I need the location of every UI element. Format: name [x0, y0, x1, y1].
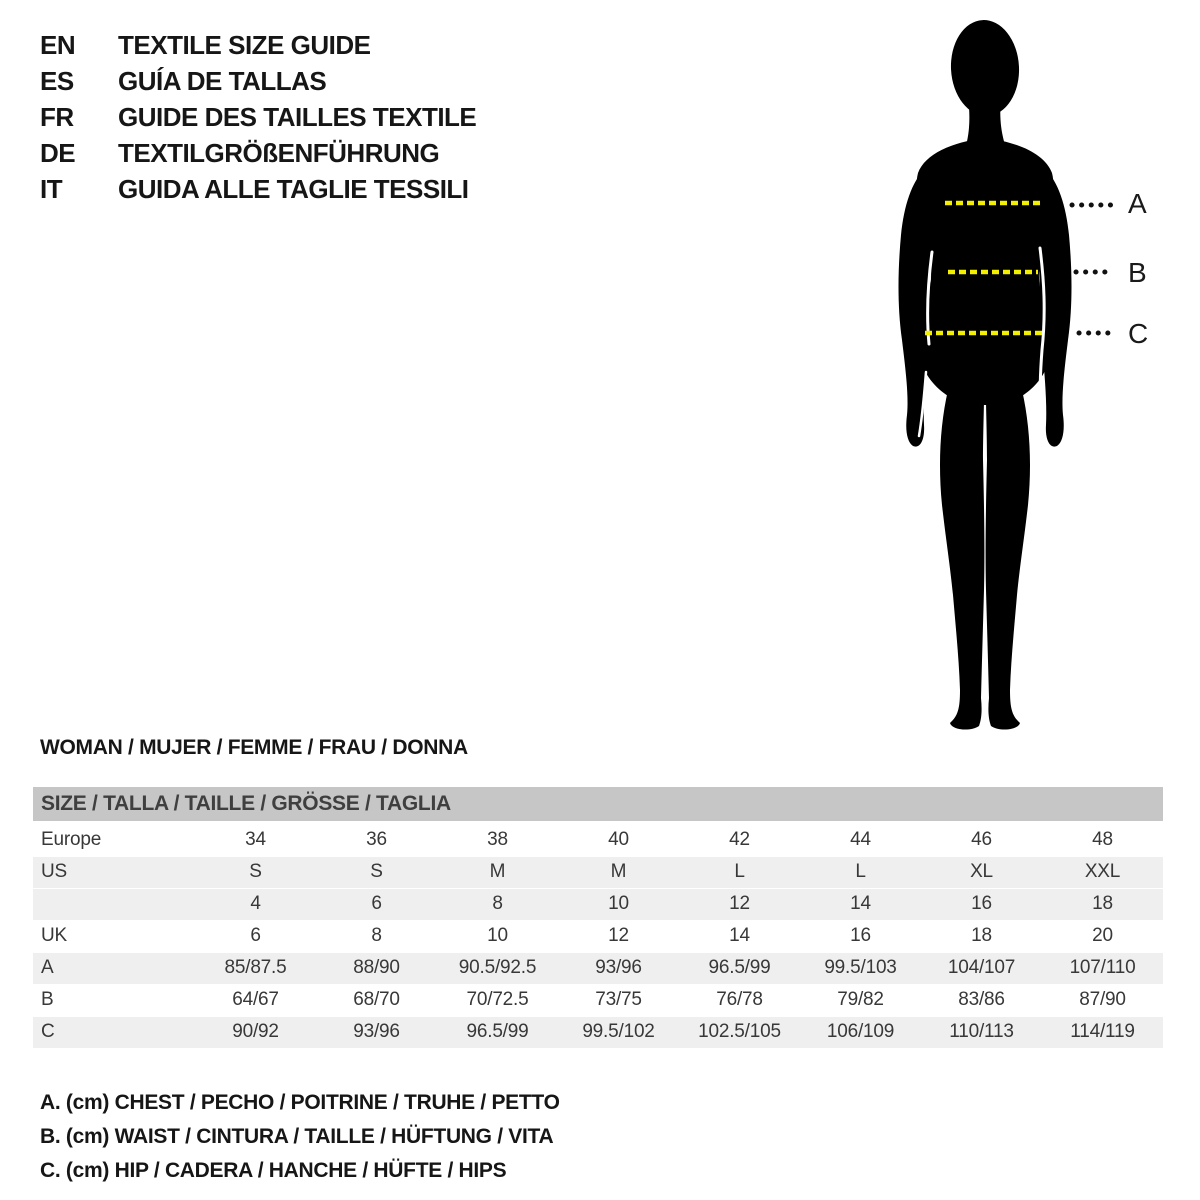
table-cell: 83/86	[958, 989, 1005, 1010]
table-row	[33, 984, 1163, 1016]
table-cell: 102.5/105	[698, 1021, 781, 1042]
size-table	[33, 787, 1163, 1048]
language-label: GUIDA ALLE TAGLIE TESSILI	[118, 174, 469, 204]
language-label: GUIDE DES TAILLES TEXTILE	[118, 102, 477, 132]
table-cell: 34	[245, 829, 266, 850]
measure-label-b: B	[1128, 257, 1147, 288]
measure-marker-labels	[1128, 188, 1148, 349]
table-cell: 12	[608, 925, 629, 946]
table-cell: 44	[850, 829, 871, 850]
table-cell: 110/113	[949, 1021, 1014, 1042]
woman-silhouette-svg	[880, 10, 1200, 740]
table-cell: 14	[850, 893, 871, 914]
table-cell: 114/119	[1070, 1021, 1135, 1042]
table-cell: M	[610, 861, 627, 882]
table-cell: 90.5/92.5	[458, 957, 537, 978]
table-row	[33, 920, 1163, 952]
language-row	[40, 63, 476, 99]
table-cell: 4	[250, 893, 261, 914]
measure-label-a: A	[1128, 188, 1147, 219]
table-cell: XXL	[1084, 861, 1121, 882]
language-label: TEXTILE SIZE GUIDE	[118, 30, 371, 60]
measure-legend	[40, 1086, 560, 1188]
table-cell: 76/78	[716, 989, 763, 1010]
table-cell: 68/70	[353, 989, 400, 1010]
table-cell: M	[489, 861, 506, 882]
legend-line: A. (cm) CHEST / PECHO / POITRINE / TRUHE / PETTO	[40, 1091, 560, 1114]
table-row-label: US	[41, 861, 67, 882]
language-row	[40, 171, 476, 207]
table-row-label: UK	[41, 925, 67, 946]
table-row-label: Europe	[41, 829, 102, 850]
silhouette-body	[899, 18, 1072, 729]
silhouette-left-leg	[940, 390, 984, 730]
table-cell: 20	[1092, 925, 1113, 946]
language-code: EN	[40, 30, 76, 60]
table-cell: 104/107	[947, 957, 1016, 978]
table-cell: 106/109	[826, 1021, 895, 1042]
table-cell: 64/67	[232, 989, 279, 1010]
measure-label-c: C	[1128, 318, 1149, 349]
table-cell: 107/110	[1069, 957, 1136, 978]
table-cell: 8	[371, 925, 382, 946]
table-cell: 10	[487, 925, 508, 946]
size-table-header: SIZE / TALLA / TAILLE / GRÖSSE / TAGLIA	[33, 787, 1163, 821]
table-cell: 79/82	[837, 989, 884, 1010]
table-cell: 96.5/99	[466, 1021, 529, 1042]
table-row	[33, 888, 1163, 920]
table-cell: 6	[371, 893, 382, 914]
language-code: FR	[40, 102, 74, 132]
language-code: ES	[40, 66, 74, 96]
table-cell: 46	[971, 829, 992, 850]
language-code: DE	[40, 138, 76, 168]
table-cell: 38	[487, 829, 508, 850]
table-row	[33, 1016, 1163, 1048]
table-cell: 85/87.5	[224, 957, 287, 978]
table-cell: 18	[1092, 893, 1113, 914]
table-cell: 93/96	[353, 1021, 400, 1042]
legend-line: B. (cm) WAIST / CINTURA / TAILLE / HÜFTUNG / VITA	[40, 1125, 554, 1148]
language-row	[40, 27, 476, 63]
table-cell: 8	[492, 893, 503, 914]
table-cell: 99.5/103	[824, 957, 897, 978]
table-cell: 48	[1092, 829, 1113, 850]
table-cell: 16	[971, 893, 992, 914]
table-cell: 12	[729, 893, 750, 914]
table-cell: 87/90	[1079, 989, 1126, 1010]
legend-line: C. (cm) HIP / CADERA / HANCHE / HÜFTE / HIPS	[40, 1159, 507, 1182]
language-row	[40, 135, 476, 171]
table-cell: L	[734, 861, 745, 882]
woman-silhouette-figure	[880, 10, 1200, 740]
language-row	[40, 99, 476, 135]
table-cell: 70/72.5	[466, 989, 529, 1010]
table-cell: 36	[366, 829, 387, 850]
table-cell: 90/92	[232, 1021, 279, 1042]
table-cell: S	[249, 861, 262, 882]
table-cell: XL	[970, 861, 993, 882]
table-row-label: B	[41, 989, 54, 1010]
table-row-label: C	[41, 1021, 55, 1042]
pointer-lines	[1072, 205, 1116, 333]
size-table-body	[33, 824, 1163, 1048]
table-cell: 99.5/102	[582, 1021, 655, 1042]
section-heading: WOMAN / MUJER / FEMME / FRAU / DONNA	[40, 736, 468, 759]
table-row-label: A	[41, 957, 54, 978]
language-title-list	[40, 27, 476, 207]
table-cell: 73/75	[595, 989, 642, 1010]
table-row	[33, 824, 1163, 856]
table-cell: 18	[971, 925, 992, 946]
table-cell: L	[855, 861, 866, 882]
language-code: IT	[40, 174, 63, 204]
language-label: TEXTILGRÖßENFÜHRUNG	[118, 138, 440, 168]
table-row-label	[33, 888, 195, 920]
language-label: GUÍA DE TALLAS	[118, 66, 327, 96]
table-cell: 88/90	[353, 957, 400, 978]
table-cell: 93/96	[595, 957, 642, 978]
table-row	[33, 856, 1163, 888]
table-cell: 16	[850, 925, 871, 946]
table-cell: 14	[729, 925, 750, 946]
table-cell: S	[370, 861, 383, 882]
table-cell: 10	[608, 893, 629, 914]
silhouette-right-leg	[986, 390, 1030, 730]
table-cell: 96.5/99	[708, 957, 771, 978]
table-row	[33, 952, 1163, 984]
table-cell: 6	[250, 925, 261, 946]
table-cell: 40	[608, 829, 629, 850]
table-cell: 42	[729, 829, 750, 850]
